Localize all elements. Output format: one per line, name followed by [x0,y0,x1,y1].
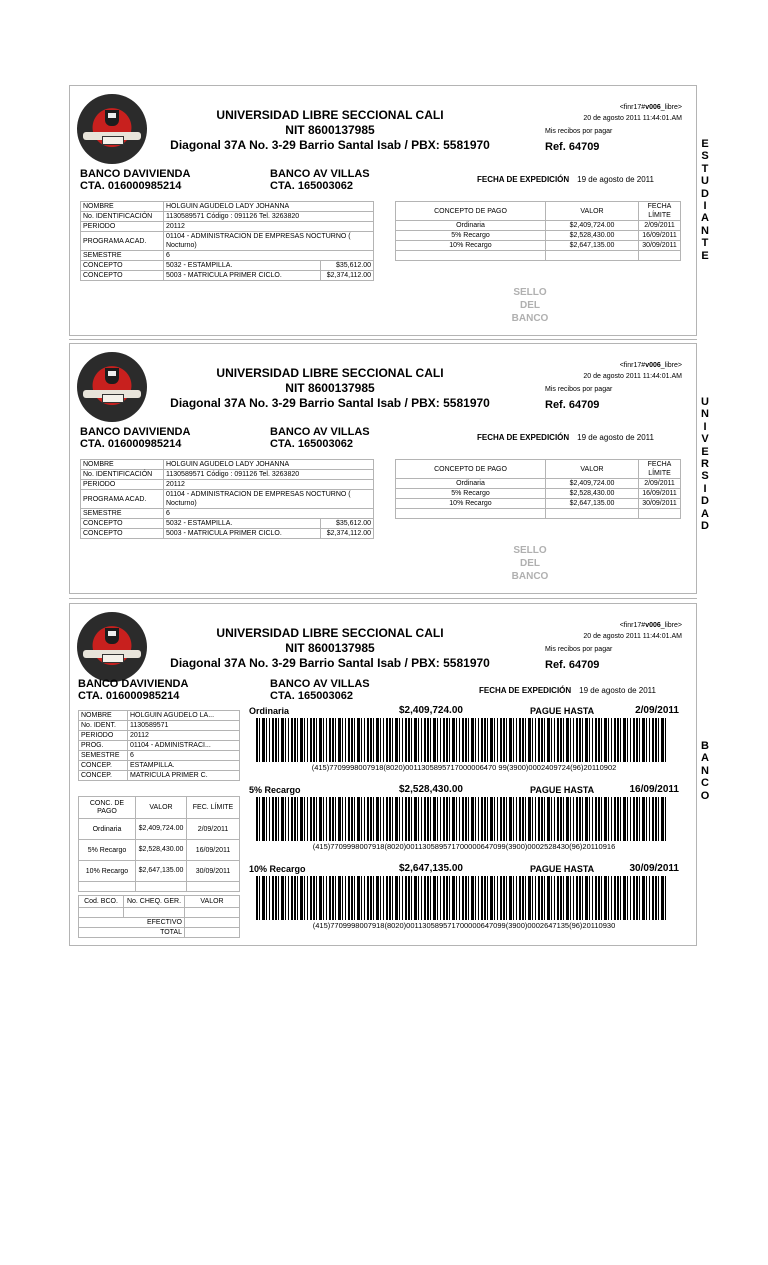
letter: E [701,445,709,458]
value: 5003 - MATRICULA PRIMER CICLO. [164,529,321,539]
copy-label-estudiante [698,138,712,262]
fecha: 30/09/2011 [187,861,240,882]
barcode-image [256,797,668,841]
fecha: 30/09/2011 [639,499,681,509]
tag-prefix: <finr17# [619,362,646,369]
label: SEMESTRE [79,751,128,761]
concepto: Ordinaria [396,221,546,231]
label: CONCEPTO [81,519,164,529]
valor: $2,528,430.00 [136,840,187,861]
concepto: 5% Recargo [79,840,136,861]
letter: E [701,249,709,262]
bank-account: CTA. 165003062 [270,438,353,450]
table-row [81,261,374,271]
table-row [396,489,681,499]
barcode-amount: $2,647,135.00 [399,863,463,874]
table-row [396,479,681,489]
payment-table [395,201,681,261]
letter: T [701,162,709,175]
barcode-date: 2/09/2011 [635,705,679,716]
mis-recibos: Mis recibos por pagar [545,646,613,653]
bank-davivienda [78,678,188,702]
col-valor: VALOR [546,460,639,479]
letter: E [701,138,709,150]
label: SEMESTRE [81,509,164,519]
bank-davivienda [80,168,190,192]
table-header [396,202,681,221]
table-row [79,731,240,741]
table-row [81,480,374,490]
total-label: TOTAL [79,928,185,938]
tag-version: v006 [645,622,661,629]
tag-suffix: _libre> [660,622,682,629]
concepto: Ordinaria [396,479,546,489]
label: CONCEPTO [81,261,164,271]
label: CONCEPTO [81,529,164,539]
bank-name: BANCO DAVIVIENDA [80,426,191,438]
barcode-ordinaria [249,706,679,772]
concepto: 10% Recargo [79,861,136,882]
label: SEMESTRE [81,251,164,261]
amount: $2,374,112.00 [321,271,374,281]
tag-suffix: _libre> [660,104,682,111]
table-row [79,761,240,771]
sello-line: SELLO [513,545,547,556]
barcode-amount: $2,409,724.00 [399,705,463,716]
label: CONCEPTO [81,271,164,281]
sello-line: SELLO [513,287,547,298]
institution-name: UNIVERSIDAD LIBRE SECCIONAL CALI [216,108,444,122]
letter: A [701,752,709,765]
label: NOMBRE [81,460,164,470]
amount: $35,612.00 [321,261,374,271]
bank-av-villas [270,168,370,192]
label: CONCEP. [79,761,128,771]
institution-name: UNIVERSIDAD LIBRE SECCIONAL CALI [216,366,444,380]
bank-av-villas [270,426,370,450]
table-row [81,232,374,251]
receipt-copy-banco [69,603,710,946]
table-header [79,797,240,819]
table-row [79,840,240,861]
barcode-label: Ordinaria [249,706,290,716]
receipt-meta [583,620,682,642]
letter: S [701,470,709,483]
valor: $2,647,135.00 [546,499,639,509]
address: Diagonal 37A No. 3-29 Barrio Santal Isab / PBX: 5581970 [170,656,490,670]
value: 20112 [164,222,374,232]
nit: NIT 8600137985 [285,641,375,655]
label: PROGRAMA ACAD. [81,232,164,251]
timestamp: 20 de agosto 2011 11:44:01.AM [583,633,682,640]
mis-recibos: Mis recibos por pagar [545,386,613,393]
value: 1130589571 [128,721,240,731]
col-cod-bco: Cod. BCO. [79,896,124,908]
tag-prefix: <finr17# [619,104,646,111]
fecha-label: FECHA DE EXPEDICIÓN [479,686,572,695]
pague-hasta-label: PAGUE HASTA [530,706,595,716]
col-concepto: CONCEPTO DE PAGO [396,202,546,221]
letter: N [701,224,709,237]
letter: A [701,212,709,225]
value: HOLGUIN AGUDELO LADY JOHANNA [164,460,374,470]
table-row [79,741,240,751]
value: 5032 - ESTAMPILLA. [164,519,321,529]
nit: NIT 8600137985 [285,123,375,137]
col-valor: VALOR [136,797,187,819]
timestamp: 20 de agosto 2011 11:44:01.AM [583,115,682,122]
label: PERIODO [81,480,164,490]
receipt-meta [583,102,682,124]
label: CONCEP. [79,771,128,781]
bank-account: CTA. 016000985214 [80,438,182,450]
valor: $2,409,724.00 [136,819,187,840]
letter: R [701,458,709,471]
fecha-expedicion [477,433,654,442]
table-row [79,819,240,840]
barcode-date: 30/09/2011 [629,863,679,874]
barcode-number: (415)7709998007918(8020)0011305895717000006470 99(3900)0002409724(96)20110902 [311,763,617,772]
bank-name: BANCO AV VILLAS [270,168,370,180]
col-fecha: FECHA LÍMITE [639,460,681,479]
receipt-meta [583,360,682,382]
value: 1130589571 Código : 091126 Tel. 3263820 [164,470,374,480]
table-row [79,918,240,928]
letter: I [703,200,707,213]
nit: NIT 8600137985 [285,381,375,395]
label: NOMBRE [81,202,164,212]
label: PERIODO [79,731,128,741]
table-row [396,231,681,241]
fecha-label: FECHA DE EXPEDICIÓN [477,175,570,184]
col-no-cheq: No. CHEQ. GER. [124,896,185,908]
table-row-empty [396,251,681,261]
value: HOLGUIN AGUDELO LADY JOHANNA [164,202,374,212]
letter: V [701,433,709,446]
table-row [81,202,374,212]
letter: D [701,520,709,533]
label: PERIODO [81,222,164,232]
value: 01104 - ADMINISTRACION DE EMPRESAS NOCTURNO ( Nocturno) [164,490,374,509]
bank-av-villas [270,678,370,702]
value: 5003 - MATRICULA PRIMER CICLO. [164,271,321,281]
letter: B [701,740,709,752]
letter: T [701,237,709,250]
payment-table [395,459,681,519]
col-fecha: FEC. LÍMITE [187,797,240,819]
receipt-copy-estudiante [69,85,709,336]
bank-account: CTA. 016000985214 [80,180,182,192]
barcode-image [256,876,668,920]
letter: O [700,789,710,802]
table-row [79,771,240,781]
concepto: 5% Recargo [396,231,546,241]
barcode-amount: $2,528,430.00 [399,784,463,795]
fecha-expedicion [479,686,656,695]
amount: $35,612.00 [321,519,374,529]
reference-number: Ref. 64709 [545,141,600,153]
table-row [396,221,681,231]
col-valor: VALOR [546,202,639,221]
table-row [81,519,374,529]
value: 01104 - ADMINISTRACI... [128,741,240,751]
barcode-recargo-5 [249,785,679,851]
fecha: 16/09/2011 [639,489,681,499]
efectivo-label: EFECTIVO [79,918,185,928]
fecha-value: 19 de agosto de 2011 [579,686,656,695]
col-fecha: FECHA LÍMITE [639,202,681,221]
label: NOMBRE [79,711,128,721]
table-row [79,928,240,938]
copy-label-banco [698,740,712,802]
col-valor: VALOR [185,896,240,908]
pague-hasta-label: PAGUE HASTA [530,785,595,795]
table-row [81,222,374,232]
cheque-table [78,895,240,938]
table-row [396,499,681,509]
bank-account: CTA. 165003062 [270,180,353,192]
barcode-label: 5% Recargo [249,785,301,795]
table-row [81,470,374,480]
receipt-copy-universidad [69,343,709,594]
value: MATRICULA PRIMER C. [128,771,240,781]
tag-version: v006 [645,104,661,111]
barcode-date: 16/09/2011 [629,784,679,795]
table-row [81,490,374,509]
col-concepto: CONCEPTO DE PAGO [396,460,546,479]
value: 1130589571 Código : 091126 Tel. 3263820 [164,212,374,222]
barcode-recargo-10 [249,864,679,930]
table-row [79,751,240,761]
bank-name: BANCO AV VILLAS [270,678,370,690]
reference-number: Ref. 64709 [545,659,600,671]
table-row [81,212,374,222]
barcode-image [256,718,668,762]
barcode-number: (415)7709998007918(8020)001130589571700000647099(3900)0002528430(96)20110916 [312,842,616,851]
copy-label-universidad [698,396,712,532]
bank-stamp-area [505,286,555,325]
table-header [79,896,240,908]
address: Diagonal 37A No. 3-29 Barrio Santal Isab / PBX: 5581970 [170,138,490,152]
label: PROGRAMA ACAD. [81,490,164,509]
valor: $2,528,430.00 [546,231,639,241]
bank-name: BANCO DAVIVIENDA [78,678,189,690]
bank-account: CTA. 165003062 [270,690,353,702]
table-row [79,711,240,721]
table-header [396,460,681,479]
barcode-number: (415)7709998007918(8020)001130589571700000647099(3900)0002647135(96)20110930 [312,921,616,930]
reference-number: Ref. 64709 [545,399,600,411]
col-concepto: CONC. DE PAGO [79,797,136,819]
concepto: 5% Recargo [396,489,546,499]
label: No. IDENTIFICACIÓN [81,470,164,480]
timestamp: 20 de agosto 2011 11:44:01.AM [583,373,682,380]
fecha-expedicion [477,175,654,184]
student-info-table [80,459,374,539]
label: No. IDENTIFICACIÓN [81,212,164,222]
mis-recibos: Mis recibos por pagar [545,128,613,135]
sello-line: BANCO [511,313,549,324]
letter: N [701,408,709,421]
bank-name: BANCO DAVIVIENDA [80,168,191,180]
bank-name: BANCO AV VILLAS [270,426,370,438]
letter: U [701,396,709,408]
table-row [79,721,240,731]
letter: U [701,175,709,188]
value: 6 [164,509,374,519]
bank-davivienda [80,426,190,450]
sello-line: DEL [520,558,540,569]
letter: D [701,187,709,200]
concepto: 10% Recargo [396,241,546,251]
letter: I [703,420,707,433]
value: 6 [164,251,374,261]
fecha: 2/09/2011 [187,819,240,840]
bank-stamp-area [505,544,555,583]
sello-line: DEL [520,300,540,311]
value: 6 [128,751,240,761]
table-row [81,271,374,281]
value: ESTAMPILLA. [128,761,240,771]
fecha-value: 19 de agosto de 2011 [577,433,654,442]
value: 5032 - ESTAMPILLA. [164,261,321,271]
valor: $2,528,430.00 [546,489,639,499]
student-info-short-table [78,710,240,781]
pague-hasta-label: PAGUE HASTA [530,864,595,874]
cut-line [69,339,697,340]
fecha-label: FECHA DE EXPEDICIÓN [477,433,570,442]
letter: S [701,150,709,163]
letter: C [701,777,709,790]
table-row [79,861,240,882]
table-row [81,460,374,470]
table-row [81,529,374,539]
concepto: 10% Recargo [396,499,546,509]
tag-suffix: _libre> [660,362,682,369]
payment-short-table [78,796,240,892]
table-row-empty [396,509,681,519]
bank-account: CTA. 016000985214 [78,690,180,702]
fecha-value: 19 de agosto de 2011 [577,175,654,184]
table-row [81,509,374,519]
letter: A [701,507,709,520]
table-row [81,251,374,261]
value: 20112 [164,480,374,490]
table-row [396,241,681,251]
sello-line: BANCO [511,571,549,582]
institution-name: UNIVERSIDAD LIBRE SECCIONAL CALI [216,626,444,640]
label: No. IDENT. [79,721,128,731]
cut-line [69,598,697,599]
fecha: 2/09/2011 [639,221,681,231]
fecha: 30/09/2011 [639,241,681,251]
valor: $2,409,724.00 [546,221,639,231]
label: PROG. [79,741,128,751]
fecha: 16/09/2011 [187,840,240,861]
concepto: Ordinaria [79,819,136,840]
tag-prefix: <finr17# [619,622,646,629]
student-info-table [80,201,374,281]
address: Diagonal 37A No. 3-29 Barrio Santal Isab / PBX: 5581970 [170,396,490,410]
tag-version: v006 [645,362,661,369]
amount: $2,374,112.00 [321,529,374,539]
table-row-empty [79,882,240,892]
letter: I [703,482,707,495]
barcode-label: 10% Recargo [249,864,306,874]
fecha: 2/09/2011 [639,479,681,489]
valor: $2,647,135.00 [136,861,187,882]
valor: $2,647,135.00 [546,241,639,251]
letter: N [701,764,709,777]
value: 01104 - ADMINISTRACION DE EMPRESAS NOCTURNO ( Nocturno) [164,232,374,251]
value: 20112 [128,731,240,741]
valor: $2,409,724.00 [546,479,639,489]
letter: D [701,495,709,508]
value: HOLGUIN AGUDELO LA... [128,711,240,721]
fecha: 16/09/2011 [639,231,681,241]
table-row-empty [79,908,240,918]
